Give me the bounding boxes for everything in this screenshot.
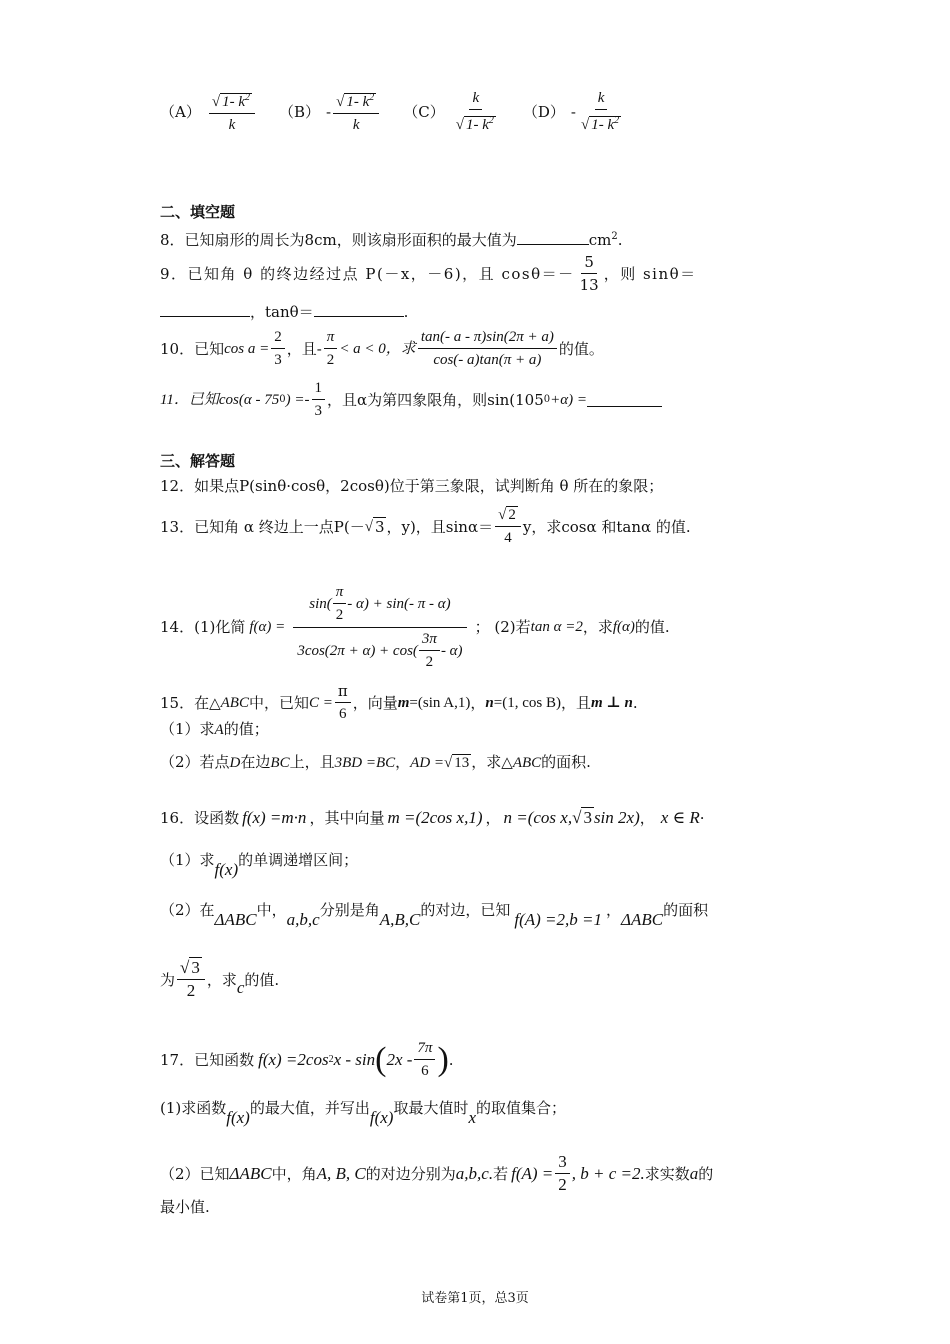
q15-p2-tail: ，求△ <box>471 753 513 771</box>
q15-t1: 中，已知 <box>248 693 309 712</box>
question-16: 16．设函数 f(x) =m·n ，其中向量 m =(2cos x,1) ， n =(cos x, √ 3 sin 2x) ， x ∈ R · <box>160 808 705 827</box>
q17-p1-f2: f(x) <box>369 1108 394 1127</box>
q17-f-num: 7π <box>414 1038 435 1060</box>
q15-p2-ad: AD = <box>410 755 445 771</box>
q16-f-eq: f(x) =m·n <box>242 808 307 827</box>
option-c-exp: 2 <box>488 115 494 126</box>
q14-tail-a: ，求 <box>582 618 613 636</box>
q10-fraction-1 <box>271 327 285 370</box>
q11-deg-2: 0 <box>543 393 551 405</box>
option-b <box>279 88 381 135</box>
q15-fraction <box>335 681 351 724</box>
option-b-exp: 2 <box>369 92 375 103</box>
question-16-part2 <box>160 900 709 929</box>
q10-fraction-2 <box>324 327 338 370</box>
q17-lead: 17．已知函数 <box>160 1050 255 1069</box>
q10-f1-num: 2 <box>271 327 285 349</box>
q17-p2-a: 中，角 <box>271 1164 317 1183</box>
option-a-root: 1- k <box>222 94 245 110</box>
q11-fraction <box>312 378 326 421</box>
q14-num-2: 2 <box>335 607 344 623</box>
q16-p1-f: f(x) <box>214 860 239 879</box>
q10-f3-num: tan(- a - π)sin(2π + a) <box>418 327 557 349</box>
q15-p2-abc: ABC <box>512 755 542 771</box>
q8-unit: cm <box>588 231 612 249</box>
q15-abc: ABC <box>220 694 249 711</box>
option-a-fraction: $\frac{√ 1- k^2}{k}$ <box>209 88 255 135</box>
q10-f3-den: cos(- a)tan(π + a) <box>433 352 542 368</box>
q14-fraction <box>293 582 466 672</box>
q9-num: 5 <box>581 252 597 274</box>
option-d-exp: 2 <box>614 115 620 126</box>
option-d-neg: - <box>570 102 576 121</box>
question-16-part2-line2 <box>160 958 279 1001</box>
option-c-label: （C） <box>403 103 445 121</box>
q17-p1: (1)求函数 <box>160 1099 227 1117</box>
q9-text: 9．已知角 θ 的终边经过点 P(－x，－6)，且 cosθ＝－ <box>160 264 575 283</box>
q17-f-den: 6 <box>421 1063 429 1079</box>
q13-fraction: $\frac{√ 2}{4}$ <box>495 505 521 548</box>
option-d-label: （D） <box>522 103 565 121</box>
q17-p2-c: 若 <box>493 1164 509 1183</box>
q16-p2-e: 的面积 <box>663 901 709 919</box>
q14-tail-fx: f(α) <box>612 619 635 635</box>
q16-p2-c-var: c <box>236 977 245 997</box>
q15-perp: m ⊥ n <box>590 694 633 711</box>
q15-p2-root: 13 <box>454 755 470 771</box>
q15-n-val: =(1, cos B) <box>493 694 561 711</box>
q14-num-a: sin( <box>309 595 332 612</box>
q17-p2-den: 2 <box>558 1175 567 1194</box>
q16-p2-f: 为 <box>160 970 176 989</box>
q16-p2-b: 分别是角 <box>319 901 380 919</box>
q16-p2: （2）在 <box>160 901 215 919</box>
q17-p2-tri: ΔABC <box>229 1163 272 1183</box>
q9-end: . <box>403 303 409 321</box>
q15-p2-bc: BC <box>270 755 290 771</box>
question-15-part1 <box>160 719 269 740</box>
q10-f2-den: 2 <box>326 352 335 368</box>
q16-n-eq-b: sin 2x) <box>593 808 640 827</box>
q17-p1-c: 取最大值时 <box>393 1099 469 1117</box>
q14-tail-b: 的值. <box>634 618 670 636</box>
option-d-fraction: $\frac{k}{√ 1- k^2}$ <box>580 90 620 133</box>
q16-n-root: 3 <box>583 808 592 827</box>
q16-p2-root: 3 <box>191 958 200 977</box>
q17-p1-x: x <box>468 1108 477 1127</box>
q17-paren-a: 2x - <box>386 1049 413 1069</box>
q15-p2-d: D <box>229 755 241 771</box>
q15-p2-c: 上，且 <box>289 753 335 771</box>
q14-den-2: 2 <box>425 654 434 670</box>
q15-p2-b: 在边 <box>240 753 271 771</box>
q9-text-c: ，tanθ＝ <box>250 303 314 321</box>
q15-pi: π <box>335 681 351 703</box>
q17-fraction <box>414 1038 435 1081</box>
q8-unit-exp: 2 <box>611 231 618 242</box>
q16-p2-cond: f(A) =2,b =1 <box>514 910 602 929</box>
q16-n-eq-a: n =(cos x, <box>503 808 573 827</box>
q15-t2: ，向量 <box>352 693 398 712</box>
q11-text-c: +α) = <box>550 391 588 408</box>
q17-f-eq: f(x) =2cos <box>258 1049 329 1069</box>
q16-m-eq: m =(2cos x,1) <box>387 808 483 827</box>
q17-p2-a-var: a <box>689 1163 699 1183</box>
q16-p1-tail: 的单调递增区间； <box>238 851 359 869</box>
q16-p2-g: ，求 <box>206 970 237 989</box>
q10-tail: 的值。 <box>558 339 604 358</box>
q13-tail: y，求cosα 和tanα 的值. <box>522 517 691 536</box>
q13-f-num: 2 <box>508 507 516 523</box>
question-13: 13．已知角 α 终边上一点P(－ √ 3 ，y)，且sinα＝ $\frac{√ 2}{4}$ y，求cosα 和tanα 的值. <box>160 507 691 546</box>
q15-end: . <box>632 693 638 712</box>
question-11 <box>160 378 662 421</box>
q15-p1-a: A <box>214 722 224 738</box>
q16-x-in: x ∈ R <box>660 808 700 827</box>
q15-p2-comma: ， <box>395 753 411 771</box>
q17-p2-fraction <box>555 1152 570 1195</box>
q11-deg: 0 <box>279 393 286 405</box>
q16-p2-abc: a,b,c <box>286 910 320 929</box>
option-c-fraction: $\frac{k}{√ 1- k^2}$ <box>455 90 494 133</box>
q13-lead: 13．已知角 α 终边上一点P(－ <box>160 517 365 536</box>
q11-f-den: 3 <box>314 403 322 419</box>
page-footer: 试卷第1页，总3页 <box>421 1291 529 1306</box>
option-b-label: （B） <box>278 103 321 121</box>
section-fill-title: 二、填空题 <box>160 203 236 221</box>
q16-lead: 16．设函数 <box>160 809 240 827</box>
q11-f-num: 1 <box>312 378 326 400</box>
question-8 <box>160 227 623 250</box>
q17-p1-d: 的取值集合； <box>476 1099 567 1117</box>
q17-p2-ABC: A, B, C <box>316 1163 366 1183</box>
question-16-part1 <box>160 850 359 879</box>
q15-t3: ，且 <box>560 693 591 712</box>
q17-f-sup: 2 <box>328 1053 334 1065</box>
q15-m: m <box>397 694 410 711</box>
q14-den-3pi: 3π <box>419 629 440 651</box>
q17-p2-abc: a,b,c. <box>455 1163 494 1183</box>
q16-end: · <box>699 809 705 827</box>
option-a-label: （A） <box>160 103 201 121</box>
option-b-neg: - <box>326 102 332 121</box>
q16-p2-tri2: ΔABC <box>620 910 664 929</box>
q17-p2-fa: f(A) = <box>511 1163 554 1183</box>
q17-p2-num: 3 <box>555 1152 570 1174</box>
q16-p2-end: 的值. <box>244 970 280 989</box>
q17-f-mid: x - sin <box>333 1049 376 1069</box>
q16-p2-tri: ΔABC <box>214 910 257 929</box>
q16-p2-den: 2 <box>186 981 196 1000</box>
q13-root: 3 <box>374 517 385 536</box>
q15-six: 6 <box>339 706 347 722</box>
q16-p2-fraction: $\frac{√ 3}{2}$ <box>177 958 205 1001</box>
q16-p2-a: 中， <box>256 901 287 919</box>
q16-p1: （1）求 <box>160 851 215 869</box>
question-10 <box>160 327 604 370</box>
option-c-num: k <box>469 88 482 110</box>
q10-cos: cos a = <box>224 340 270 357</box>
q10-fraction-3 <box>418 327 557 370</box>
q15-p2: （2）若点 <box>160 753 230 771</box>
q15-p1-b: 的值； <box>223 720 269 738</box>
q14-num-b: - α) + sin(- π - α) <box>347 595 451 612</box>
option-a-exp: 2 <box>244 92 250 103</box>
q14-fx: f(α) = <box>249 619 286 635</box>
q17-p1-b: 的最大值，并写出 <box>249 1099 370 1117</box>
question-12: 12．如果点P(sinθ·cosθ，2cosθ)位于第三象限，试判断角 θ 所在的象限； <box>160 477 664 495</box>
option-a <box>160 88 257 135</box>
q13-mid: ，y)，且sinα＝ <box>386 517 494 536</box>
q14-den-b: - α) <box>440 642 463 659</box>
q9-fraction <box>577 252 602 295</box>
q8-end: . <box>617 231 623 249</box>
q16-p2-ABC: A,B,C <box>379 910 421 929</box>
question-17: 17．已知函数 f(x) =2cos 2 x - sin ( 2x - $\frac{7\pi}{6}$ ) . <box>160 1040 454 1079</box>
q9-tan-blank[interactable] <box>314 302 404 317</box>
q11-lead: 11．已知cos(α - 75 <box>160 391 280 408</box>
option-b-fraction: $\frac{√ 1- k^2}{k}$ <box>333 88 379 135</box>
q9-text-b: ，则 sinθ＝ <box>603 264 697 283</box>
q17-end: . <box>448 1050 454 1069</box>
q13-f-den: 4 <box>504 530 512 546</box>
q15-n: n <box>485 694 494 711</box>
q14-num-pi: π <box>333 582 347 604</box>
question-9-line2 <box>160 302 408 322</box>
q10-range: < a < 0，求 <box>339 340 416 357</box>
q9-den: 13 <box>579 276 599 294</box>
q11-answer-blank[interactable] <box>587 392 662 407</box>
question-14 <box>160 582 670 672</box>
option-d-root: 1- k <box>591 117 615 133</box>
q17-p2-b: 的对边分别为 <box>365 1164 456 1183</box>
q14-lead: 14．(1)化简 <box>160 618 246 636</box>
q16-t3: ， <box>639 809 655 827</box>
section-solve-title: 三、解答题 <box>160 452 236 470</box>
q15-p1: （1）求 <box>160 720 215 738</box>
q11-mid: ) =- <box>285 391 310 408</box>
q10-f1-den: 3 <box>274 352 282 368</box>
q14-mid: ； (2)若 <box>474 618 531 636</box>
q9-sin-blank[interactable] <box>160 302 250 317</box>
question-17-part1 <box>160 1098 567 1127</box>
option-d <box>523 88 626 135</box>
q10-lead: 10．已知 <box>160 339 225 358</box>
q15-lead: 15．在△ <box>160 693 221 712</box>
q11-text-b: ，且α为第四象限角，则sin(105 <box>327 390 544 409</box>
option-a-den: k <box>228 117 236 133</box>
q8-answer-blank[interactable] <box>517 230 589 245</box>
question-17-part2 <box>160 1152 713 1195</box>
option-c <box>403 88 501 135</box>
q17-p2-e: 的 <box>698 1164 714 1183</box>
q17-p2-d: 求实数 <box>644 1164 690 1183</box>
q15-p2-eq: 3BD =BC <box>334 755 396 771</box>
q17-p2: （2）已知 <box>160 1164 230 1183</box>
question-15: 15．在△ ABC 中，已知 C = $\frac{\pi}{6}$ ，向量 m =(sin A,1) ， n =(1, cos B) ，且 m ⊥ n . <box>160 682 638 722</box>
q16-p2-d: ， <box>605 901 621 919</box>
q16-t2: ， <box>485 809 501 827</box>
option-d-num: k <box>595 88 608 110</box>
question-15-part2: （2）若点D在边BC上，且3BD =BC，AD =√ 13 ，求△ABC的面积. <box>160 753 591 771</box>
question-17-part2-line2: 最小值. <box>160 1198 210 1216</box>
q17-p1-f: f(x) <box>226 1108 250 1127</box>
option-b-den: k <box>352 117 360 133</box>
q10-mid: ，且- <box>286 339 322 358</box>
choice-options-row <box>160 88 648 135</box>
q15-p2-end: 的面积. <box>541 753 591 771</box>
option-c-root: 1- k <box>465 117 489 133</box>
question-9 <box>160 252 697 295</box>
option-b-root: 1- k <box>346 94 370 110</box>
q15-m-val: =(sin A,1) <box>409 694 471 711</box>
q14-den-a: 3cos(2π + α) + cos( <box>297 642 418 659</box>
q14-cond: tan α =2 <box>530 619 583 635</box>
q10-f2-num: π <box>324 327 338 349</box>
q8-text: 8．已知扇形的周长为8cm，则该扇形面积的最大值为 <box>160 231 517 249</box>
q17-p2-bc: , b + c =2. <box>571 1163 645 1183</box>
q16-t1: ，其中向量 <box>309 809 385 827</box>
q16-p2-c: 的对边，已知 <box>420 901 511 919</box>
q15-c-eq: C = <box>308 694 333 711</box>
